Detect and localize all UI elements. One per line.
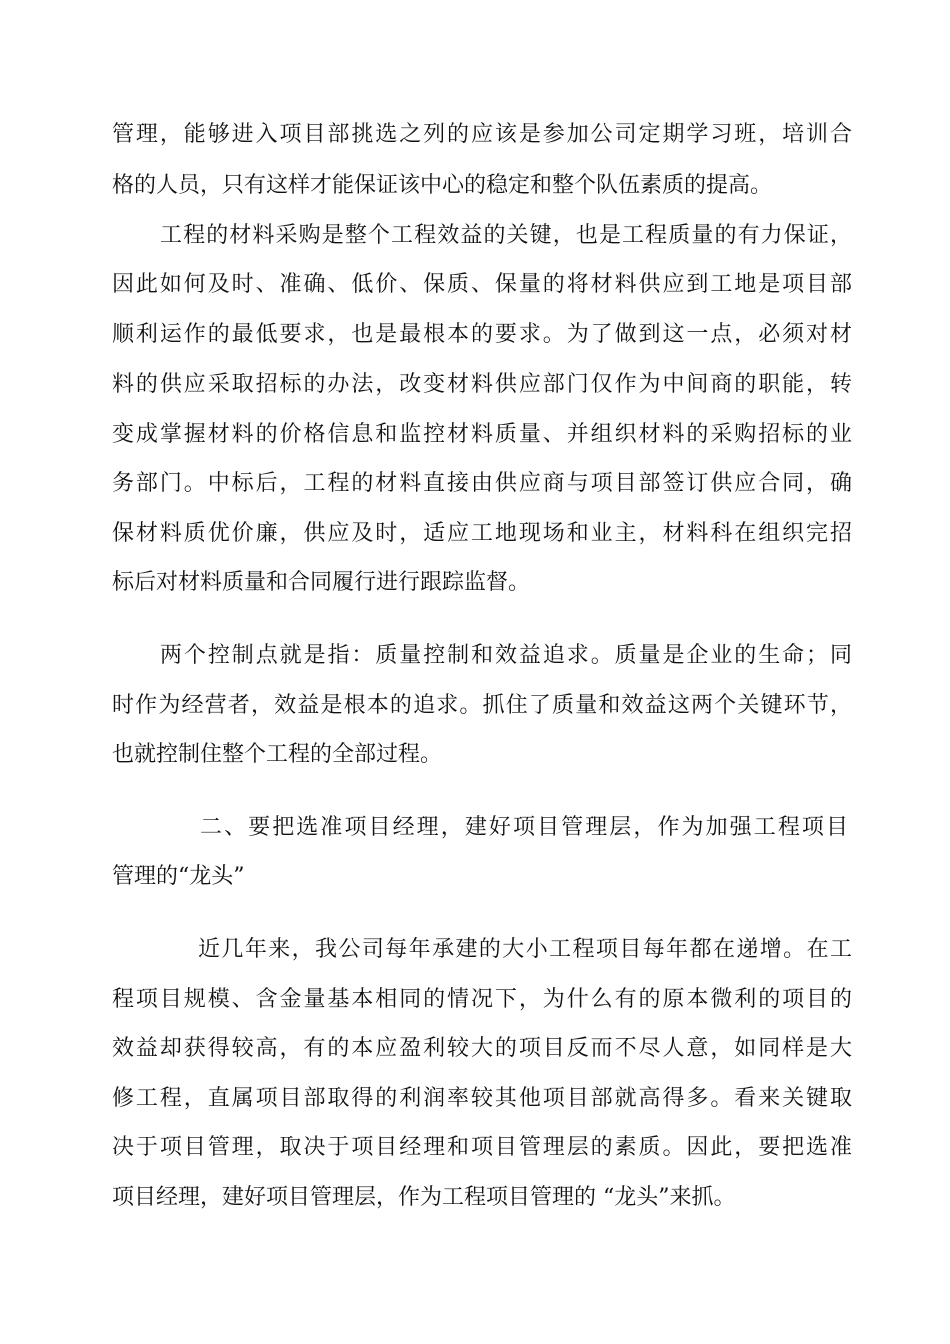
paragraph-line: 务部门。中标后，工程的材料直接由供应商与项目部签订供应合同，确 — [112, 471, 852, 496]
paragraph-line: 格的人员，只有这样才能保证该中心的稳定和整个队伍素质的提高。 — [112, 173, 773, 198]
paragraph-line: 管理，能够进入项目部挑选之列的应该是参加公司定期学习班，培训合 — [112, 122, 852, 147]
paragraph-line: 因此如何及时、准确、低价、保质、保量的将材料供应到工地是项目部 — [112, 272, 852, 297]
paragraph-line: 程项目规模、含金量基本相同的情况下，为什么有的原本微利的项目的 — [112, 987, 852, 1012]
paragraph-line: 近几年来，我公司每年承建的大小工程项目每年都在递增。在工 — [198, 937, 852, 962]
paragraph-line: 两个控制点就是指：质量控制和效益追求。质量是企业的生命；同 — [160, 643, 852, 668]
paragraph-line: 项目经理，建好项目管理层，作为工程项目管理的 “龙头”来抓。 — [112, 1185, 736, 1210]
paragraph-line: 时作为经营者，效益是根本的追求。抓住了质量和效益这两个关键环节， — [112, 693, 852, 718]
paragraph-line: 修工程，直属项目部取得的利润率较其他项目部就高得多。看来关键取 — [112, 1086, 852, 1111]
paragraph-line: 决于项目管理，取决于项目经理和项目管理层的素质。因此，要把选准 — [112, 1135, 852, 1160]
section-heading-line: 管理的“龙头” — [112, 864, 245, 889]
paragraph-line: 也就控制住整个工程的全部过程。 — [112, 742, 443, 767]
paragraph-line: 料的供应采取招标的办法，改变材料供应部门仅作为中间商的职能，转 — [112, 372, 852, 397]
paragraph-line: 标后对材料质量和合同履行进行跟踪监督。 — [112, 570, 531, 595]
paragraph-line: 顺利运作的最低要求，也是最根本的要求。为了做到这一点，必须对材 — [112, 322, 852, 347]
paragraph-line: 效益却获得较高，有的本应盈利较大的项目反而不尽人意，如同样是大 — [112, 1036, 852, 1061]
section-heading-line: 二、要把选准项目经理，建好项目管理层，作为加强工程项目 — [200, 815, 848, 840]
paragraph-line: 保材料质优价廉，供应及时，适应工地现场和业主，材料科在组织完招 — [112, 521, 852, 546]
paragraph-line: 工程的材料采购是整个工程效益的关键，也是工程质量的有力保证， — [160, 223, 852, 248]
paragraph-line: 变成掌握材料的价格信息和监控材料质量、并组织材料的采购招标的业 — [112, 422, 852, 447]
